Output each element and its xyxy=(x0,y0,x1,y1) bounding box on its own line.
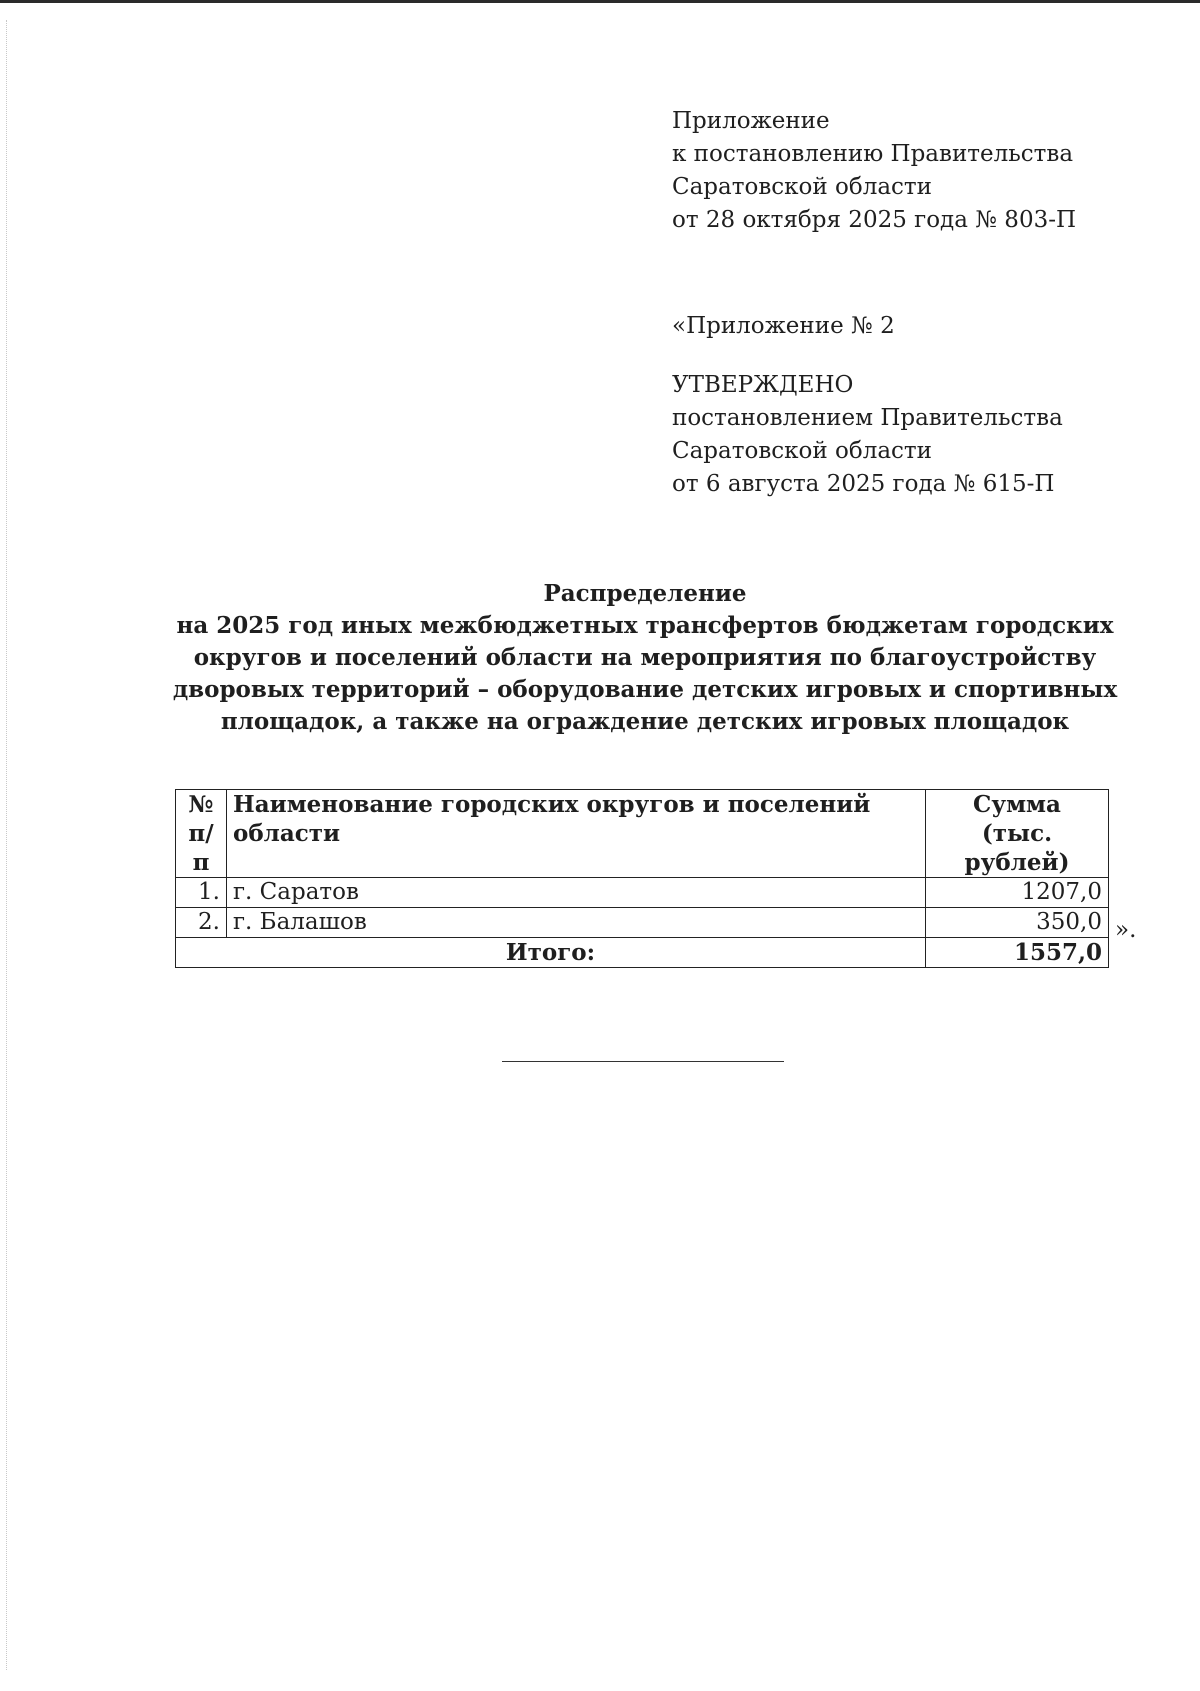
total-sum: 1557,0 xyxy=(926,938,1109,968)
header-name: Наименование городских округов и поселений области xyxy=(227,790,926,878)
header-sum-unit: (тыс. рублей) xyxy=(964,820,1070,876)
approved-by: постановлением Правительства xyxy=(672,405,1063,431)
row-number: 2. xyxy=(176,908,227,938)
approved-region: Саратовской области xyxy=(672,438,932,464)
row-number: 1. xyxy=(176,878,227,908)
title-line-4: дворовых территорий – оборудование детских игровых и спортивных xyxy=(172,676,1118,703)
end-separator-line xyxy=(502,1061,784,1062)
annex-reference: к постановлению Правительства xyxy=(672,141,1074,167)
total-label: Итого: xyxy=(176,938,926,968)
distribution-table xyxy=(175,789,1109,968)
header-number-abbr: п/п xyxy=(188,820,214,876)
table-total-row xyxy=(176,938,1109,968)
header-sum xyxy=(926,790,1109,878)
header-number xyxy=(176,790,227,878)
annex-region: Саратовской области xyxy=(672,174,932,200)
left-scan-edge xyxy=(6,20,8,1670)
document-title xyxy=(130,578,1160,738)
annex2-label: «Приложение № 2 xyxy=(672,313,895,339)
header-number-sign: № xyxy=(188,791,214,818)
approved-date-number: от 6 августа 2025 года № 615-П xyxy=(672,471,1055,497)
row-sum: 350,0 xyxy=(926,908,1109,938)
table-row xyxy=(176,908,1109,938)
annex-label: Приложение xyxy=(672,108,830,134)
row-sum: 1207,0 xyxy=(926,878,1109,908)
closing-quote-mark: ». xyxy=(1115,917,1137,943)
annex-header xyxy=(672,105,1076,237)
title-line-2: на 2025 год иных межбюджетных трансфертов бюджетам городских xyxy=(176,612,1114,639)
top-scan-edge xyxy=(0,0,1200,3)
annex2-header xyxy=(672,310,1063,501)
title-line-3: округов и поселений области на мероприятия по благоустройству xyxy=(193,644,1097,671)
row-name: г. Балашов xyxy=(227,908,926,938)
row-name: г. Саратов xyxy=(227,878,926,908)
table-row xyxy=(176,878,1109,908)
header-sum-label: Сумма xyxy=(973,791,1061,818)
title-line-1: Распределение xyxy=(543,580,747,607)
title-line-5: площадок, а также на ограждение детских игровых площадок xyxy=(220,708,1070,735)
table-header-row xyxy=(176,790,1109,878)
annex-date-number: от 28 октября 2025 года № 803-П xyxy=(672,207,1077,233)
approved-label: УТВЕРЖДЕНО xyxy=(672,372,854,398)
